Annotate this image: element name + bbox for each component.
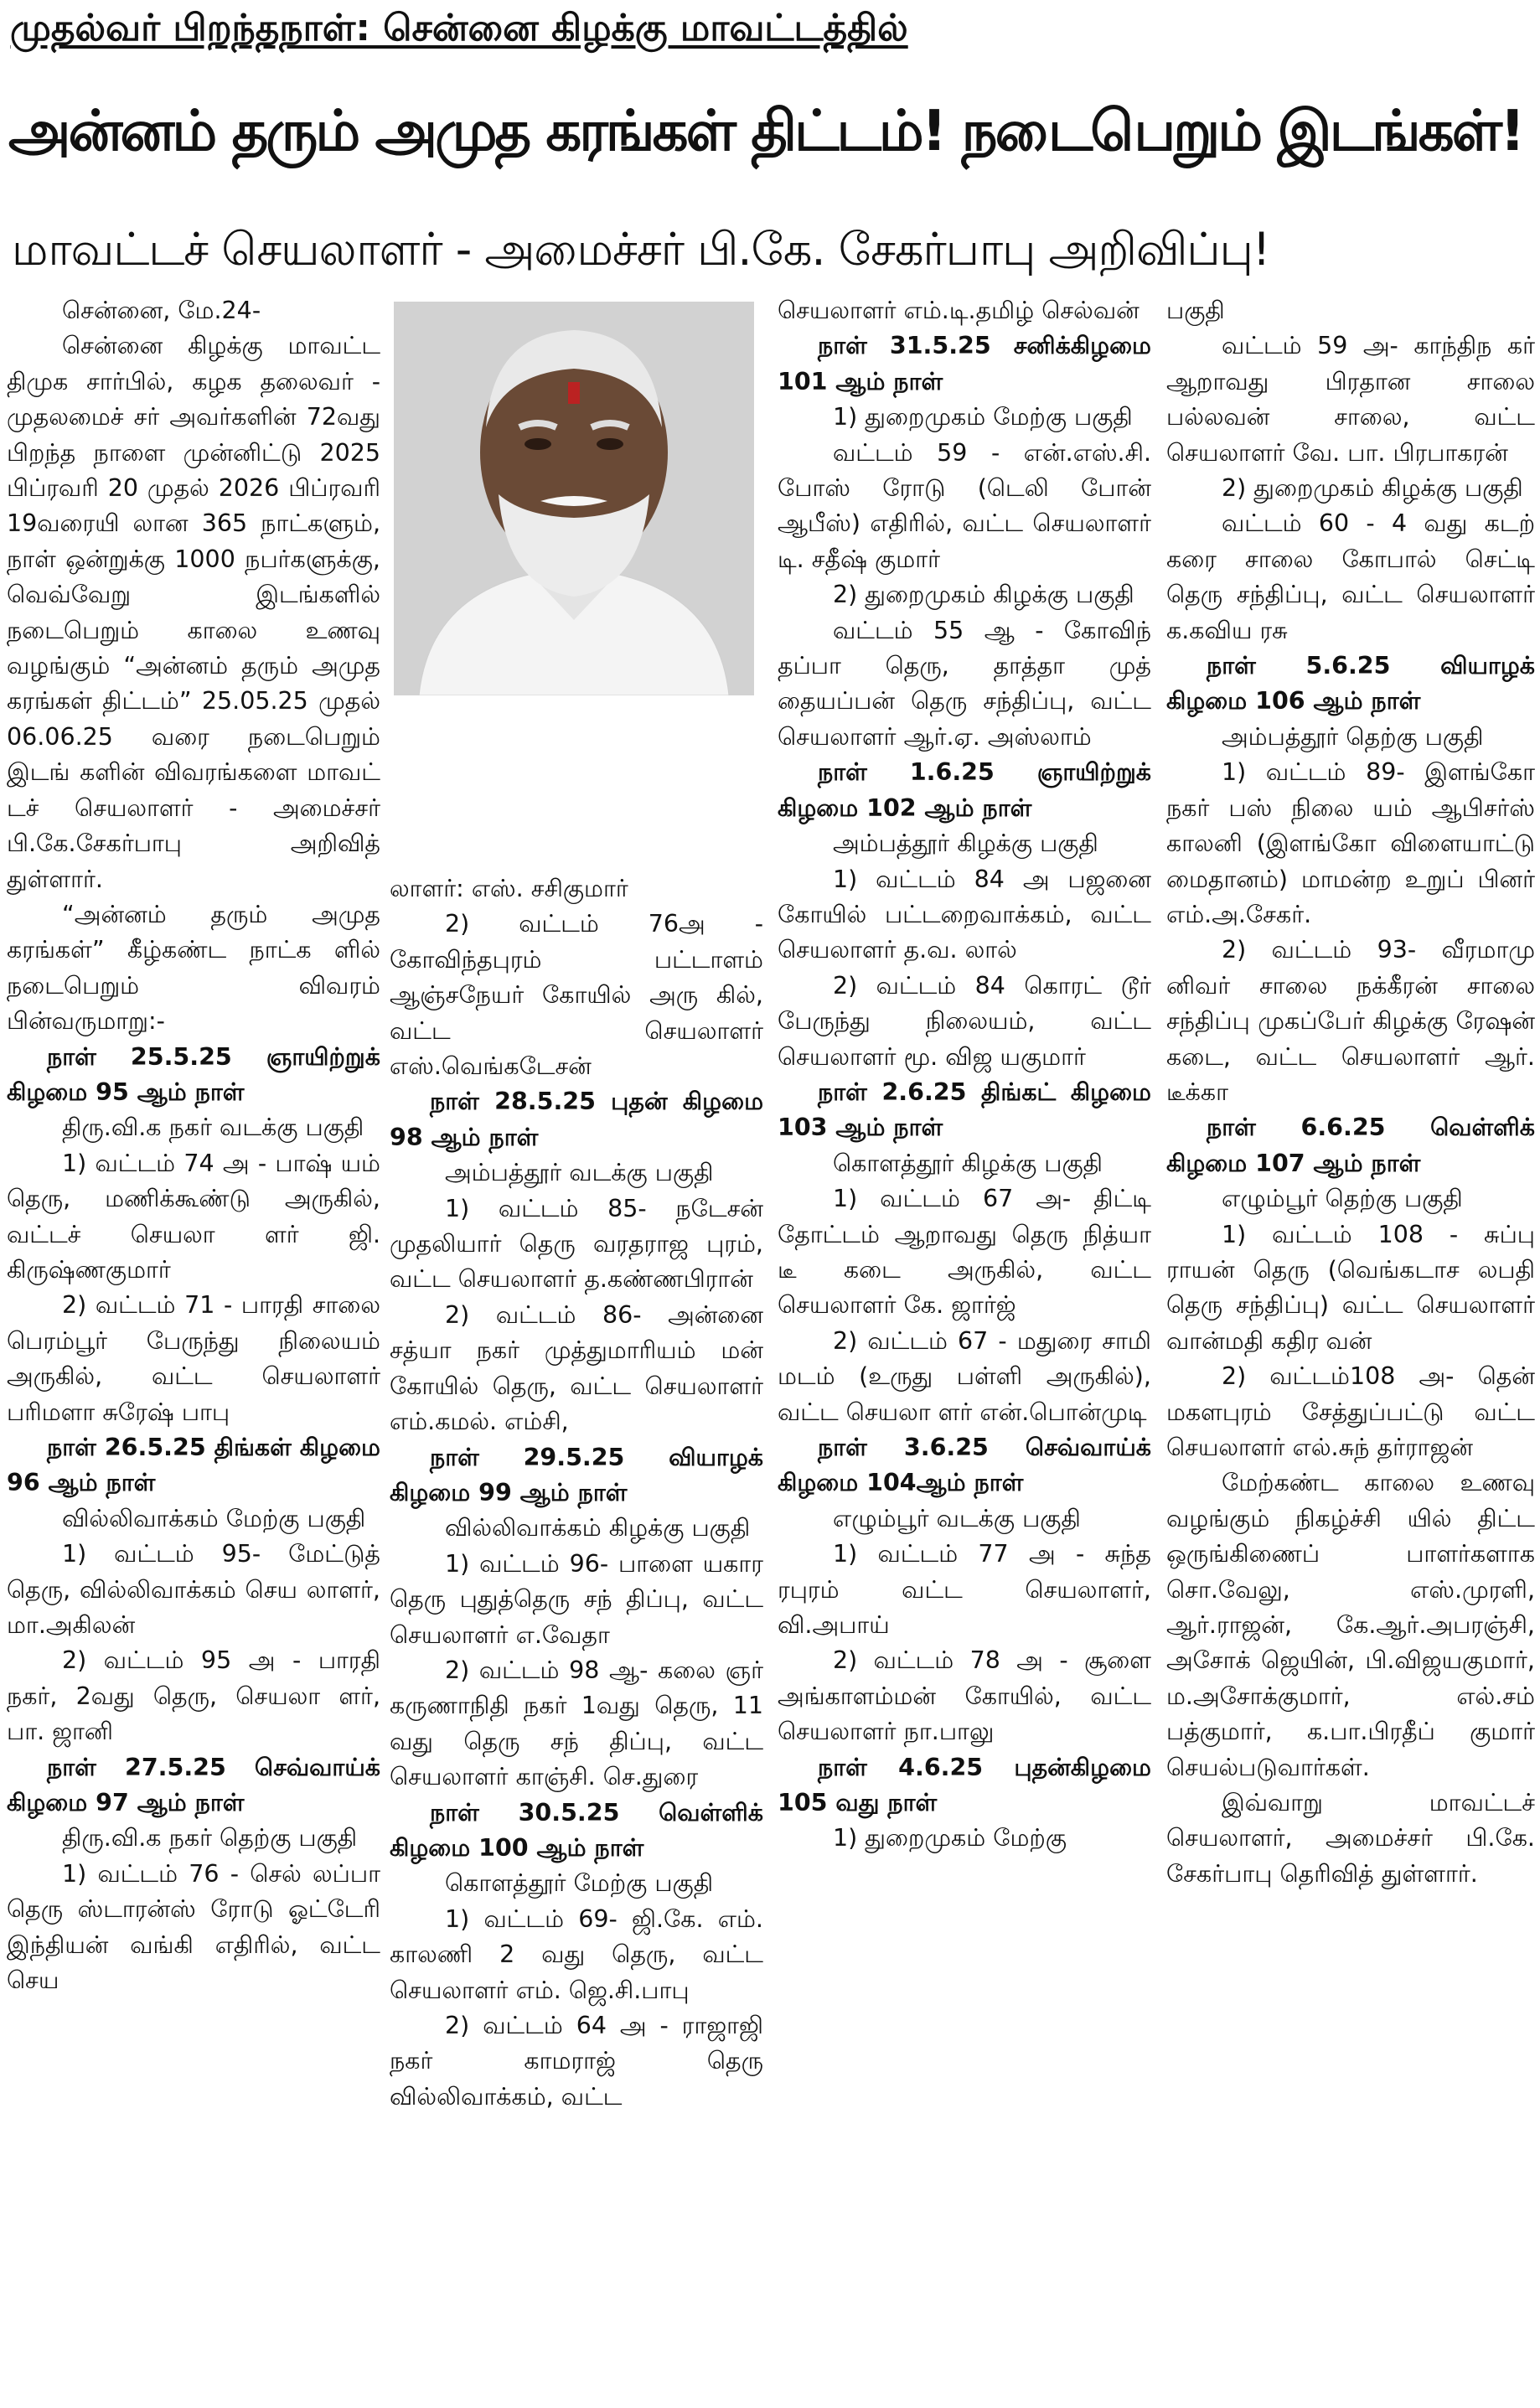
venue-item: வட்டம் 55 ஆ - கோவிந் தப்பா தெரு, தாத்தா முத் தையப்பன் தெரு சந்திப்பு, வட்ட செயலாளர் ஆர்.ஏ. அஸ்லாம் xyxy=(778,616,1151,751)
kicker-line: முதல்வர் பிறந்தநாள்: சென்னை கிழக்கு மாவட்டத்தில் xyxy=(10,7,908,49)
venue-item: வட்டம் 60 - 4 வது கடற் கரை சாலை கோபால் செட்டி தெரு சந்திப்பு, வட்ட செயலாளர் க.கவிய ரசு xyxy=(1166,509,1535,644)
area-line: திரு.வி.க நகர் தெற்கு பகுதி xyxy=(62,1824,358,1853)
article-column-3 xyxy=(778,293,1151,1857)
venue-item: 1) வட்டம் 84 அ பஜனை கோயில் பட்டறைவாக்கம், வட்ட செயலாளர் த.வ. லால் xyxy=(778,865,1151,964)
portrait-illustration xyxy=(394,302,754,695)
venue-item: 1) வட்டம் 89- இளங்கோ நகர் பஸ் நிலை யம் ஆபிசர்ஸ் காலனி (இளங்கோ விளையாட்டு மைதானம்) மாமன்ற உறுப் பினர் எம்.அ.சேகர். xyxy=(1166,758,1535,928)
venue-item: வட்டம் 59 - என்.எஸ்.சி. போஸ் ரோடு (டெலி போன் ஆபீஸ்) எதிரில், வட்ட செயலாளர் டி. சதீஷ் குமார் xyxy=(778,438,1151,573)
continuation-text: பகுதி xyxy=(1166,297,1225,324)
day-heading: நாள் 1.6.25 ஞாயிற்றுக் கிழமை 102 ஆம் நாள் xyxy=(778,758,1151,822)
area-line: 1) துறைமுகம் மேற்கு பகுதி xyxy=(833,403,1133,431)
venue-item: 1) வட்டம் 76 - செல் லப்பா தெரு ஸ்டாரன்ஸ் ரோடு ஓட்டேரி இந்தியன் வங்கி எதிரில், வட்ட செய xyxy=(7,1859,380,1995)
area-line: 2) துறைமுகம் கிழக்கு பகுதி xyxy=(833,581,1134,609)
venue-item: 1) வட்டம் 108 - சுப்பு ராயன் தெரு (வெங்கடாச லபதி தெரு சந்திப்பு) வட்ட செயலாளர் வான்மதி கதிர வன் xyxy=(1166,1220,1535,1355)
venue-item: 2) வட்டம் 93- வீரமாமு னிவர் சாலை நக்கீரன் சாலை சந்திப்பு முகப்பேர் கிழக்கு ரேஷன் கடை, வட்ட செயலாளர் ஆர். டீக்கா xyxy=(1166,936,1535,1106)
article-paragraph: சென்னை கிழக்கு மாவட்ட திமுக சார்பில், கழக தலைவர் - முதலமைச் சர் அவர்களின் 72வது பிறந்த நாளை முன்னிட்டு 2025 பிப்ரவரி 20 முதல் 2026 பிப்ரவரி 19வரையி லான 365 நாட்களும், நாள் ஒன்றுக்கு 1000 நபர்களுக்கு, வெவ்வேறு இடங்களில் நடைபெறும் காலை உணவு வழங்கும் “அன்னம் தரும் அமுத கரங்கள் திட்டம்” 25.05.25 முதல் 06.06.25 வரை நடைபெறும் இடங் களின் விவரங்களை மாவட் டச் செயலாளர் - அமைச்சர் பி.கே.சேகர்பாபு அறிவித் துள்ளார். xyxy=(7,332,380,893)
day-heading: நாள் 29.5.25 வியாழக் கிழமை 99 ஆம் நாள் xyxy=(390,1443,763,1506)
day-heading: நாள் 2.6.25 திங்கட் கிழமை 103 ஆம் நாள் xyxy=(778,1077,1151,1142)
area-line: திரு.வி.க நகர் வடக்கு பகுதி xyxy=(62,1114,364,1142)
venue-item: 2) வட்டம் 71 - பாரதி சாலை பெரம்பூர் பேருந்து நிலையம் அருகில், வட்ட செயலாளர் பரிமளா சுரேஷ் பாபு xyxy=(7,1291,380,1426)
day-heading: நாள் 3.6.25 செவ்வாய்க் கிழமை 104ஆம் நாள் xyxy=(778,1434,1151,1497)
day-heading: நாள் 25.5.25 ஞாயிற்றுக் கிழமை 95 ஆம் நாள் xyxy=(7,1042,380,1106)
venue-item: வட்டம் 59 அ- காந்திந கர் ஆறாவது பிரதான சாலை பல்லவன் சாலை, வட்ட செயலாளர் வே. பா. பிரபாகரன் xyxy=(1166,332,1535,467)
area-line: 1) துறைமுகம் மேற்கு xyxy=(833,1824,1067,1853)
venue-item: 2) வட்டம் 64 அ - ராஜாஜி நகர் காமராஜ் தெரு வில்லிவாக்கம், வட்ட xyxy=(390,2012,763,2111)
area-line: கொளத்தூர் கிழக்கு பகுதி xyxy=(833,1149,1103,1177)
day-heading: நாள் 27.5.25 செவ்வாய்க் கிழமை 97 ஆம் நாள் xyxy=(7,1753,380,1817)
article-paragraph: “அன்னம் தரும் அமுத கரங்கள்” கீழ்கண்ட நாட்க ளில் நடைபெறும் விவரம் பின்வருமாறு:- xyxy=(7,900,380,1036)
venue-item: 2) வட்டம் 76அ - கோவிந்தபுரம் பட்டாளம் ஆஞ்சநேயர் கோயில் அரு கில், வட்ட செயலாளர் எஸ்.வெங்கடேசன் xyxy=(390,910,763,1081)
article-column-4 xyxy=(1166,293,1535,1892)
area-line: எழும்பூர் தெற்கு பகுதி xyxy=(1222,1185,1463,1213)
day-heading: நாள் 30.5.25 வெள்ளிக் கிழமை 100 ஆம் நாள் xyxy=(390,1798,763,1862)
area-line: அம்பத்தூர் கிழக்கு பகுதி xyxy=(833,829,1098,858)
area-line: கொளத்தூர் மேற்கு பகுதி xyxy=(445,1869,714,1898)
area-line: எழும்பூர் வடக்கு பகுதி xyxy=(833,1504,1081,1532)
closing-paragraph: இவ்வாறு மாவட்டச் செயலாளர், அமைச்சர் பி.கே. சேகர்பாபு தெரிவித் துள்ளார். xyxy=(1166,1789,1535,1888)
venue-item: 1) வட்டம் 77 அ - சுந்த ரபுரம் வட்ட செயலாளர், வி.அபாய் xyxy=(778,1540,1151,1640)
area-line: அம்பத்தூர் தெற்கு பகுதி xyxy=(1222,722,1484,751)
subheadline: மாவட்டச் செயலாளர் - அமைச்சர் பி.கே. சேகர்பாபு அறிவிப்பு! xyxy=(12,223,1270,276)
area-line: வில்லிவாக்கம் மேற்கு பகுதி xyxy=(62,1504,366,1532)
venue-item: 2) வட்டம் 84 கொரட் டூர் பேருந்து நிலையம், வட்ட செயலாளர் மூ. விஜ யகுமார் xyxy=(778,971,1151,1071)
venue-item: 2) வட்டம்108 அ- தென் மகளபுரம் சேத்துப்பட்டு வட்ட செயலாளர் எல்.சுந் தர்ராஜன் xyxy=(1166,1362,1535,1461)
portrait-photo xyxy=(394,302,754,695)
venue-item: 1) வட்டம் 85- நடேசன் முதலியார் தெரு வரதராஜ புரம், வட்ட செயலாளர் த.கண்ணபிரான் xyxy=(390,1194,763,1294)
venue-item: 2) வட்டம் 67 - மதுரை சாமி மடம் (உருது பள்ளி அருகில்), வட்ட செயலா ளர் என்.பொன்முடி xyxy=(778,1326,1151,1426)
venue-item: 1) வட்டம் 74 அ - பாஷ் யம் தெரு, மணிக்கூண்டு அருகில், வட்டச் செயலா ளர் ஜி. கிருஷ்ணகுமார் xyxy=(7,1149,380,1284)
venue-item: 1) வட்டம் 67 அ- திட்டி தோட்டம் ஆறாவது தெரு நித்யா டீ கடை அருகில், வட்ட செயலாளர் கே. ஜார்ஜ் xyxy=(778,1185,1151,1320)
dateline: சென்னை, மே.24- xyxy=(62,297,261,324)
venue-item: 1) வட்டம் 96- பாளை யகார தெரு புதுத்தெரு சந் திப்பு, வட்ட செயலாளர் எ.வேதா xyxy=(390,1549,763,1649)
venue-item: 1) வட்டம் 69- ஜி.கே. எம். காலணி 2 வது தெரு, வட்ட செயலாளர் எம். ஜெ.சி.பாபு xyxy=(390,1904,763,2004)
day-heading: நாள் 5.6.25 வியாழக் கிழமை 106 ஆம் நாள் xyxy=(1166,652,1535,716)
area-line: அம்பத்தூர் வடக்கு பகுதி xyxy=(445,1159,714,1187)
day-heading: நாள் 4.6.25 புதன்கிழமை 105 வது நாள் xyxy=(778,1753,1151,1817)
headline: அன்னம் தரும் அமுத கரங்கள் திட்டம்! நடைபெறும் இடங்கள்! xyxy=(8,98,1523,163)
article-column-2 xyxy=(390,871,763,2115)
venue-item: 2) வட்டம் 86- அன்னை சத்யா நகர் முத்துமாரியம் மன் கோயில் தெரு, வட்ட செயலாளர் எம்.கமல். எம்சி, xyxy=(390,1300,763,1436)
day-heading: நாள் 31.5.25 சனிக்கிழமை 101 ஆம் நாள் xyxy=(778,332,1151,395)
venue-item: 2) வட்டம் 78 அ - சூளை அங்காளம்மன் கோயில், வட்ட செயலாளர் நா.பாலு xyxy=(778,1646,1151,1746)
continuation-text: லாளர்: எஸ். சசிகுமார் xyxy=(390,875,628,902)
area-line: 2) துறைமுகம் கிழக்கு பகுதி xyxy=(1222,474,1523,503)
area-line: வில்லிவாக்கம் கிழக்கு பகுதி xyxy=(445,1514,751,1542)
venue-item: 2) வட்டம் 98 ஆ- கலை ஞர் கருணாநிதி நகர் 1வது தெரு, 11 வது தெரு சந் திப்பு, வட்ட செயலாளர் காஞ்சி. செ.துரை xyxy=(390,1656,763,1791)
venue-item: 1) வட்டம் 95- மேட்டுத் தெரு, வில்லிவாக்கம் செய லாளர், மா.அகிலன் xyxy=(7,1540,380,1640)
day-heading: நாள் 26.5.25 திங்கள் கிழமை 96 ஆம் நாள் xyxy=(7,1434,380,1497)
day-heading: நாள் 28.5.25 புதன் கிழமை 98 ஆம் நாள் xyxy=(390,1088,763,1151)
continuation-text: செயலாளர் எம்.டி.தமிழ் செல்வன் xyxy=(778,297,1139,324)
article-column-1 xyxy=(7,293,380,1999)
venue-item: 2) வட்டம் 95 அ - பாரதி நகர், 2வது தெரு, செயலா ளர், பா. ஜானி xyxy=(7,1646,380,1746)
coordinators-paragraph: மேற்கண்ட காலை உணவு வழங்கும் நிகழ்ச்சி யில் திட்ட ஒருங்கிணைப் பாளர்களாக சொ.வேலு, எஸ்.முரளி, ஆர்.ராஜன், கே.ஆர்.அபரஞ்சி, அசோக் ஜெயின், பி.விஜயகுமார், ம.அசோக்குமார், எல்.சம் பத்குமார், க.பா.பிரதீப் குமார் செயல்படுவார்கள். xyxy=(1166,1469,1535,1781)
day-heading: நாள் 6.6.25 வெள்ளிக் கிழமை 107 ஆம் நாள் xyxy=(1166,1114,1535,1177)
